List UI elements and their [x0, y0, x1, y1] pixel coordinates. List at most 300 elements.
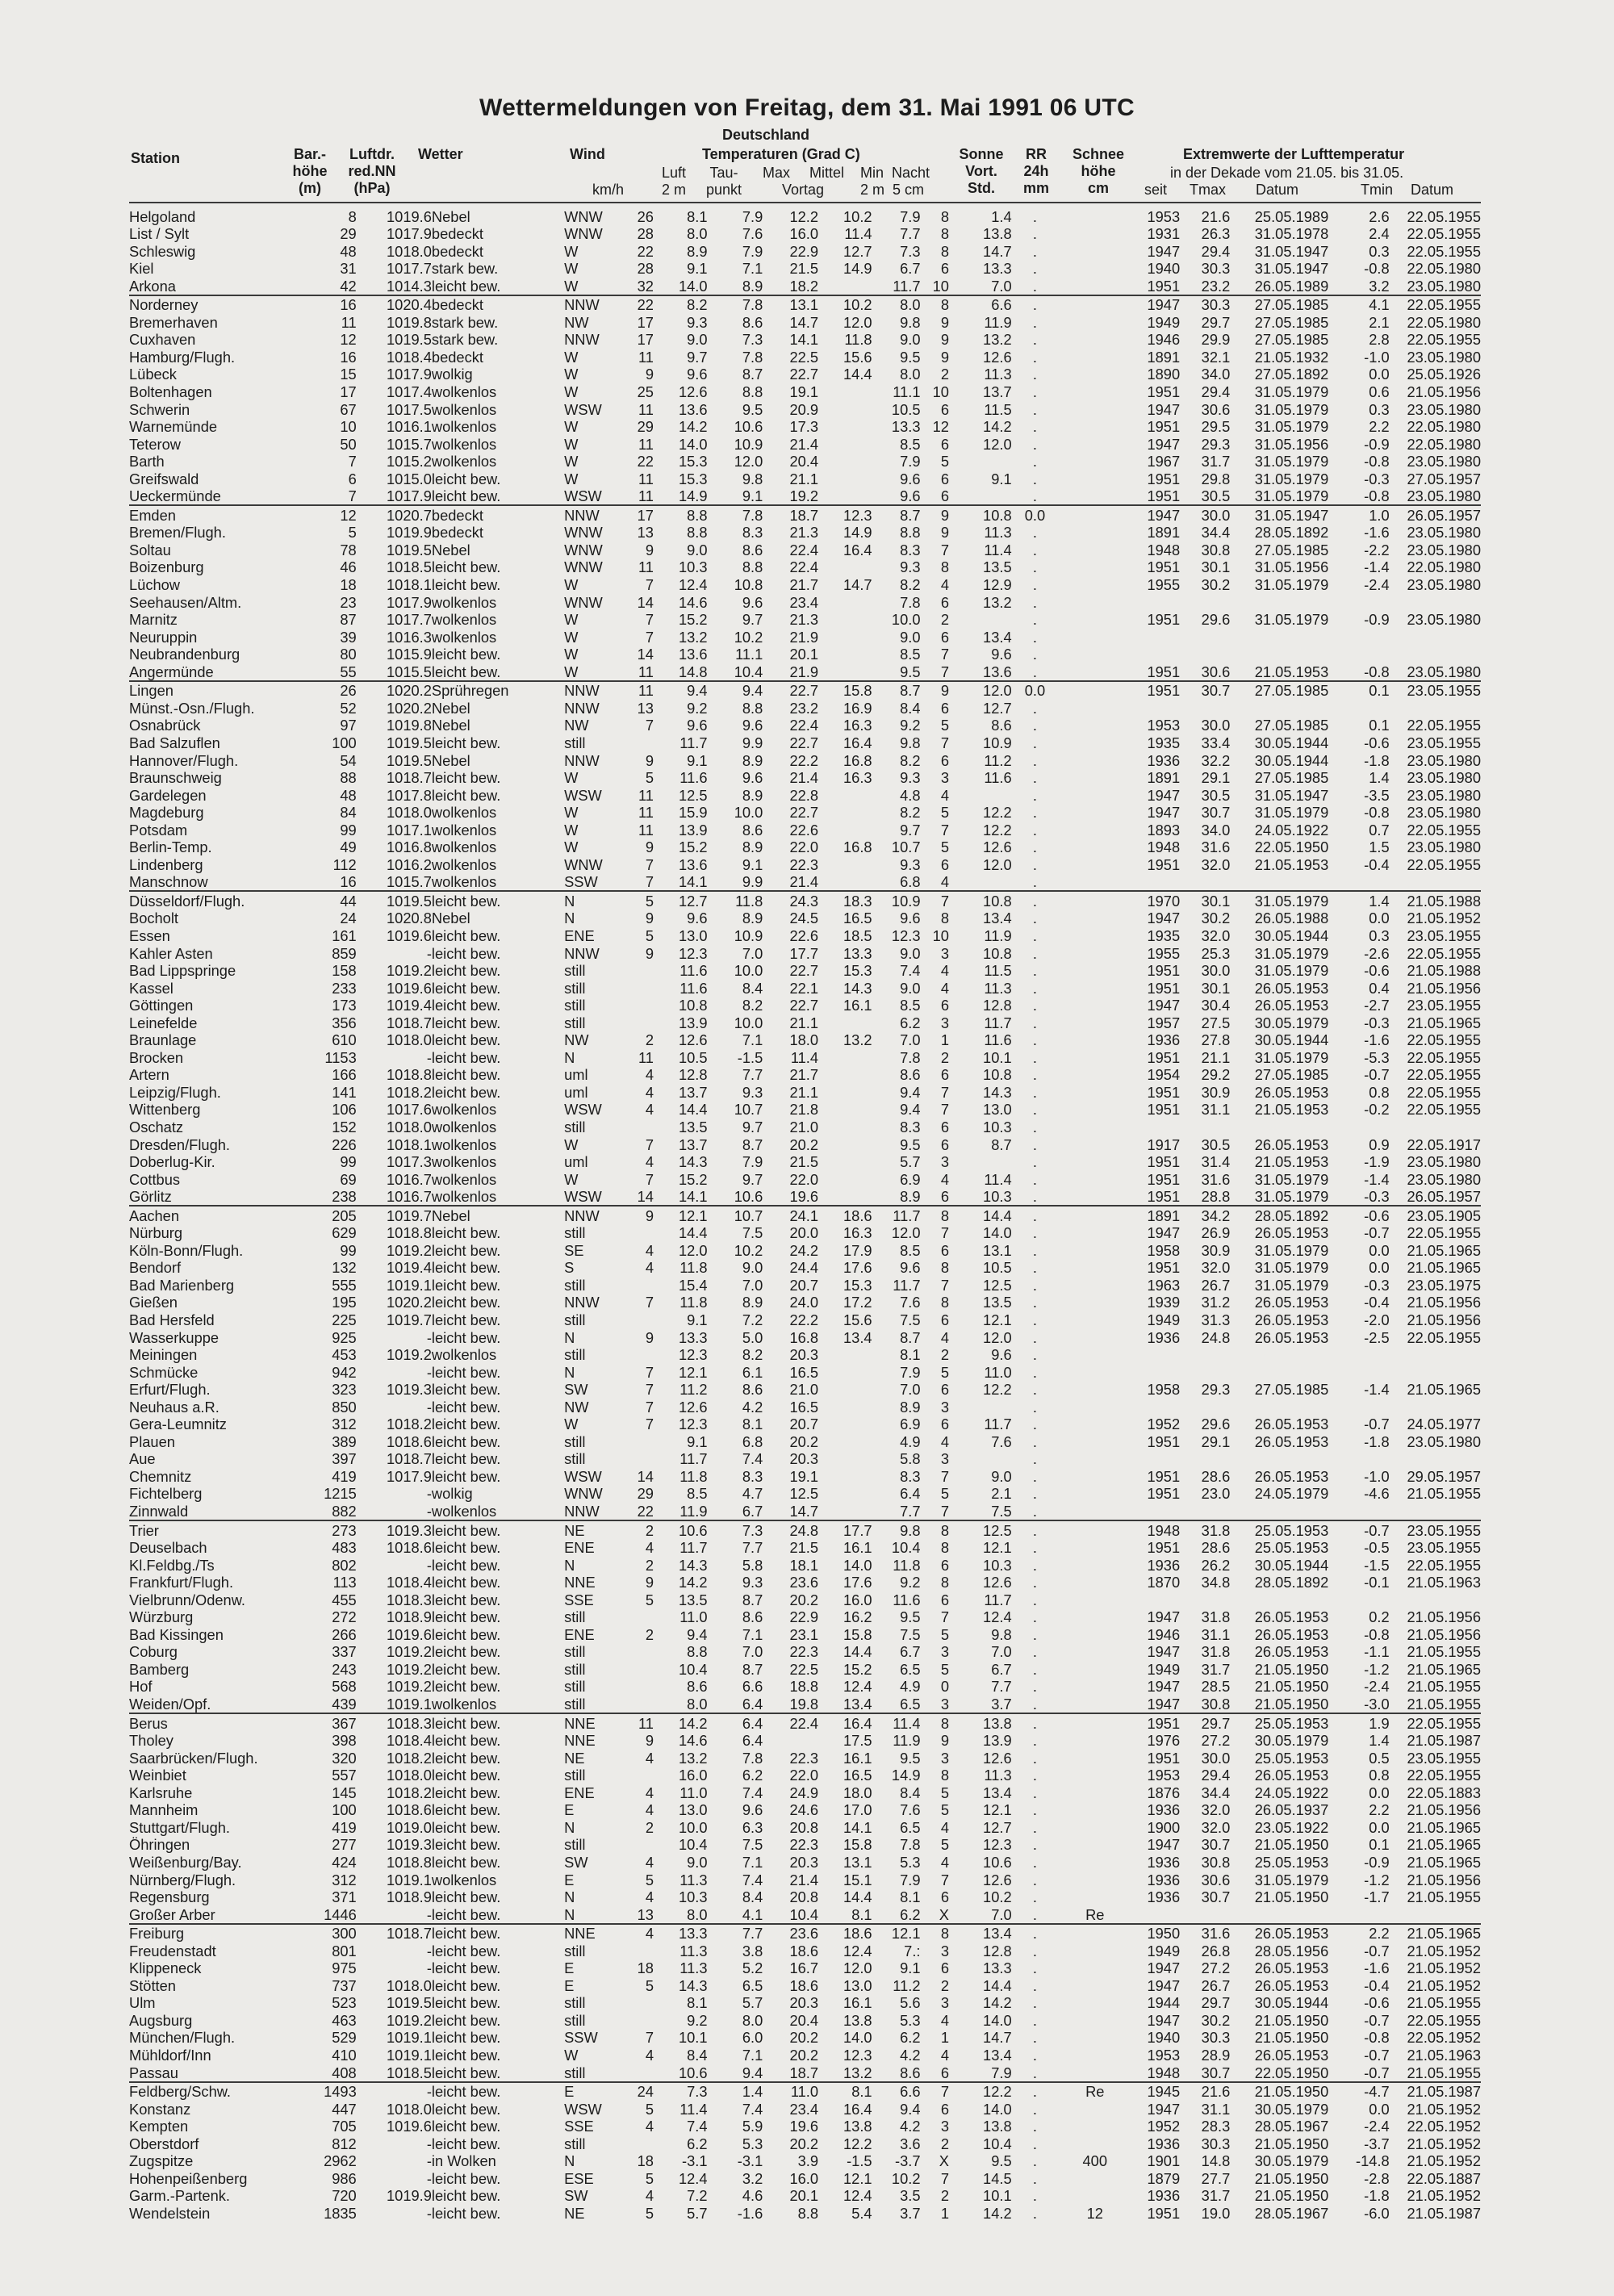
cell-luftdruck: 1017.7 [386, 611, 432, 629]
cell-min: 8.5 [900, 646, 921, 663]
cell-schnee [1058, 1520, 1131, 1539]
cell-schnee [1058, 717, 1131, 734]
cell-sonne: 13.6 [983, 663, 1012, 680]
cell-min: 9.3 [900, 558, 921, 576]
cell-min: 8.8 [900, 524, 921, 542]
cell-max: 22.3 [789, 855, 819, 873]
cell-station: Ueckermünde [129, 487, 221, 505]
cell-luft: 13.2 [678, 628, 708, 646]
cell-tmin-datum: 22.05.1955 [1407, 1328, 1481, 1346]
cell-sonne [949, 1153, 1012, 1171]
cell-nacht: 7 [921, 891, 949, 910]
cell-seit: 1936 [1147, 1556, 1181, 1574]
cell-schnee [1058, 1976, 1131, 1994]
cell-nacht: 4 [940, 786, 949, 804]
cell-tmin: -4.7 [1328, 2082, 1389, 2101]
cell-taupunkt: 8.3 [742, 524, 763, 542]
cell-tmax-datum: 31.05.1979 [1254, 611, 1329, 629]
header-wind: Wind [570, 146, 605, 162]
cell-tmax: 27.8 [1201, 1031, 1231, 1049]
table-row [129, 470, 1481, 487]
cell-nacht: 5 [940, 1660, 949, 1678]
table-row [129, 1416, 1481, 1433]
cell-wind-kmh: 25 [637, 383, 654, 401]
cell-max: 19.8 [789, 1696, 819, 1713]
cell-wind-richtung: N [564, 1328, 575, 1346]
cell-bar-hoehe: 277 [332, 1836, 357, 1854]
cell-wind-richtung: W [564, 242, 579, 260]
cell-tmax [1180, 1346, 1230, 1364]
cell-tmax [1180, 873, 1230, 892]
cell-tmax: 30.2 [1201, 2011, 1231, 2029]
cell-max: 19.1 [789, 1467, 819, 1485]
cell-schnee [1058, 751, 1131, 769]
cell-sonne: 7.7 [991, 1678, 1012, 1696]
cell-nacht: 4 [940, 2011, 949, 2029]
cell-min: 7.7 [900, 1503, 921, 1520]
cell-schnee [1058, 1678, 1131, 1696]
cell-seit: 1951 [1147, 1749, 1181, 1767]
cell-luft: 5.7 [687, 2204, 708, 2222]
cell-luftdruck: 1015.7 [386, 873, 432, 891]
cell-tmin-datum: 21.05.1963 [1407, 1574, 1481, 1591]
cell-nacht: 7 [940, 1276, 949, 1294]
cell-wetter: leicht bew. [431, 2064, 501, 2081]
cell-taupunkt: 9.6 [742, 717, 763, 734]
cell-tmax: 28.6 [1201, 1539, 1231, 1557]
cell-nacht: 6 [940, 2064, 949, 2081]
cell-min: 9.5 [900, 1608, 921, 1626]
cell-wind-kmh: 7 [645, 855, 654, 873]
cell-luft: 13.9 [678, 1014, 708, 1031]
cell-tmax: 31.6 [1180, 1924, 1230, 1943]
cell-wind-richtung: still [564, 1311, 586, 1328]
cell-tmin: 2.2 [1328, 1924, 1389, 1943]
cell-luft: 13.0 [678, 1801, 708, 1819]
cell-tmin-datum [1390, 1502, 1481, 1520]
cell-luftdruck: 1018.0 [386, 1031, 432, 1049]
cell-sonne: 6.7 [991, 1660, 1012, 1678]
cell-seit: 1947 [1147, 1678, 1181, 1696]
cell-schnee [1058, 944, 1131, 962]
cell-min: 7.: [904, 1942, 921, 1959]
cell-tmin-datum: 22.05.1955 [1390, 1713, 1481, 1732]
cell-wind-kmh: 7 [645, 2029, 654, 2047]
cell-max: 16.5 [789, 1363, 819, 1381]
cell-tmin-datum: 23.05.1980 [1407, 1432, 1481, 1450]
cell-tmax-datum: 31.05.1947 [1254, 260, 1329, 278]
cell-wind-richtung: NW [564, 1398, 589, 1416]
cell-rr: . [1032, 646, 1037, 663]
cell-wind-kmh: 9 [645, 751, 654, 769]
cell-sonne: 12.2 [983, 1381, 1012, 1399]
cell-wetter: leicht bew. [431, 1328, 501, 1346]
cell-seit: 1947 [1147, 400, 1181, 418]
cell-min: 10.4 [891, 1539, 921, 1557]
cell-schnee: Re [1085, 1905, 1105, 1923]
cell-taupunkt: 7.0 [742, 1276, 763, 1294]
cell-nacht: 7 [940, 821, 949, 839]
cell-tmin-datum: 21.05.1965 [1390, 1924, 1481, 1943]
cell-taupunkt: 8.8 [742, 383, 763, 401]
cell-tmin: -0.6 [1364, 1994, 1390, 2012]
cell-wind-richtung: SSW [564, 873, 598, 891]
cell-tmin: -1.1 [1364, 1643, 1390, 1661]
cell-tmin-datum: 21.05.1965 [1407, 1381, 1481, 1399]
cell-tmin: -0.3 [1364, 1188, 1390, 1206]
cell-max: 21.3 [789, 611, 819, 629]
cell-mittel: 16.3 [843, 1224, 872, 1242]
cell-schnee [1058, 1224, 1131, 1242]
cell-rr: . [1032, 839, 1037, 856]
cell-wind-richtung: ENE [564, 926, 595, 944]
cell-wetter: wolkenlos [431, 418, 497, 436]
cell-tmin-datum: 23.05.1980 [1407, 524, 1481, 542]
cell-luftdruck: 1020.7 [357, 505, 432, 524]
cell-tmin [1328, 699, 1389, 717]
cell-taupunkt: 9.4 [708, 681, 763, 700]
cell-schnee [1058, 1066, 1131, 1084]
cell-mittel: 11.4 [844, 225, 872, 243]
cell-wind-richtung: still [564, 1346, 586, 1364]
cell-tmax-datum: 31.05.1979 [1254, 1170, 1329, 1188]
cell-tmin: 0.1 [1369, 717, 1390, 734]
cell-tmin: -0.3 [1364, 1276, 1390, 1294]
cell-mittel: 13.0 [843, 1976, 872, 1994]
cell-luft: 8.4 [687, 2046, 708, 2064]
cell-tmin [1328, 1502, 1389, 1520]
cell-seit: 1944 [1147, 1994, 1181, 2012]
cell-luftdruck: 1018.6 [386, 1432, 432, 1450]
cell-schnee [1058, 1363, 1131, 1381]
cell-tmax-datum: 27.05.1892 [1254, 366, 1329, 383]
cell-tmin: -1.4 [1364, 558, 1390, 576]
cell-taupunkt: 8.2 [742, 1346, 763, 1364]
cell-station: Köln-Bonn/Flugh. [129, 1241, 244, 1259]
cell-taupunkt: 9.9 [742, 873, 763, 891]
table-row [129, 1363, 1481, 1381]
cell-wetter: Nebel [431, 207, 470, 225]
cell-bar-hoehe: 100 [332, 1801, 357, 1819]
cell-tmax: 26.7 [1201, 1276, 1231, 1294]
cell-tmin [1328, 646, 1389, 663]
cell-schnee [1058, 1118, 1131, 1135]
cell-luft: 14.1 [678, 1188, 708, 1206]
cell-max: 22.7 [789, 734, 819, 751]
cell-max: 3.9 [797, 2152, 819, 2170]
cell-max: 11.0 [763, 2082, 818, 2101]
cell-wetter: leicht bew. [432, 2082, 564, 2101]
cell-nacht: 6 [940, 628, 949, 646]
cell-rr: . [1032, 910, 1037, 927]
cell-mittel [818, 400, 872, 418]
cell-taupunkt: 10.0 [734, 1014, 763, 1031]
cell-schnee [1058, 2029, 1131, 2047]
cell-tmax: 32.2 [1201, 751, 1231, 769]
cell-nacht: 9 [940, 331, 949, 349]
cell-wind-richtung: NNE [564, 1713, 618, 1732]
table-row [129, 558, 1481, 576]
cell-station: Bad Salzuflen [129, 734, 220, 751]
cell-mittel [818, 628, 872, 646]
cell-nacht: 6 [940, 487, 949, 505]
cell-nacht: 3 [940, 1749, 949, 1767]
cell-tmin-datum: 21.05.1952 [1407, 1959, 1481, 1977]
cell-tmin: 0.8 [1369, 1767, 1390, 1784]
table-row [129, 1888, 1481, 1906]
cell-tmin: -1.9 [1364, 1153, 1390, 1171]
cell-tmin-datum: 21.05.1987 [1407, 1732, 1481, 1750]
cell-bar-hoehe: 419 [332, 1818, 357, 1836]
cell-station: Bad Marienberg [129, 1276, 235, 1294]
cell-tmax: 29.7 [1180, 1713, 1230, 1732]
table-row [129, 1485, 1481, 1503]
cell-min: 7.3 [900, 242, 921, 260]
cell-rr: . [1032, 313, 1037, 331]
cell-station: Wendelstein [129, 2204, 211, 2222]
cell-taupunkt: 6.5 [742, 1976, 763, 1994]
cell-tmin: 0.9 [1369, 1135, 1390, 1153]
cell-taupunkt: 7.7 [708, 1924, 763, 1943]
cell-schnee [1058, 734, 1131, 751]
cell-max: 21.3 [789, 524, 819, 542]
cell-tmax-datum [1230, 1118, 1328, 1135]
cell-tmin-datum [1390, 1363, 1481, 1381]
cell-nacht: 4 [940, 576, 949, 594]
cell-wind-kmh: 26 [637, 207, 654, 225]
cell-sonne: 11.3 [984, 366, 1012, 383]
cell-sonne: 12.5 [949, 1520, 1012, 1539]
cell-mittel [818, 435, 872, 453]
cell-tmin-datum: 27.05.1957 [1407, 470, 1481, 487]
cell-tmin-datum: 23.05.1955 [1407, 926, 1481, 944]
cell-bar-hoehe: 141 [332, 1083, 357, 1101]
cell-station: List / Sylt [129, 225, 190, 243]
table-row [129, 453, 1481, 470]
cell-sonne [949, 873, 1012, 892]
cell-nacht: 6 [940, 1888, 949, 1906]
cell-luft: 8.8 [687, 1643, 708, 1661]
cell-seit: 1963 [1147, 1276, 1181, 1294]
cell-taupunkt: 6.2 [742, 1767, 763, 1784]
cell-luft: 13.2 [678, 1749, 708, 1767]
cell-tmin: -0.4 [1364, 1976, 1390, 1994]
cell-max: 22.7 [789, 962, 819, 980]
cell-taupunkt: 10.4 [734, 663, 763, 680]
cell-mittel: 12.0 [843, 1959, 872, 1977]
cell-wetter: wolkenlos [431, 383, 497, 401]
cell-mittel: 15.3 [843, 962, 872, 980]
cell-tmin: 0.4 [1369, 979, 1390, 997]
cell-tmin-datum: 22.05.1955 [1407, 1101, 1481, 1119]
cell-rr: . [1032, 1503, 1037, 1520]
header-rr: RR 24h mm [1022, 146, 1049, 196]
cell-tmax-datum: 26.05.1953 [1254, 997, 1329, 1014]
cell-nacht: 3 [940, 1153, 949, 1171]
cell-bar-hoehe: 52 [340, 699, 357, 717]
cell-luft: 12.5 [678, 786, 708, 804]
cell-schnee [1058, 2100, 1131, 2118]
cell-station: Nürburg [129, 1224, 183, 1242]
cell-seit: 1948 [1147, 839, 1181, 856]
cell-tmax-datum: 26.05.1953 [1254, 1467, 1329, 1485]
cell-taupunkt: 6.7 [742, 1503, 763, 1520]
cell-nacht: 8 [921, 1713, 949, 1732]
cell-wind-kmh: 17 [637, 313, 654, 331]
cell-wind-richtung: NNW [564, 1206, 618, 1224]
cell-tmax-datum: 26.05.1953 [1254, 1224, 1329, 1242]
cell-luft: 15.4 [678, 1276, 708, 1294]
cell-sonne: 12.6 [983, 1871, 1012, 1888]
cell-bar-hoehe: 54 [340, 751, 357, 769]
cell-tmin-datum: 23.05.1980 [1407, 839, 1481, 856]
cell-rr: . [1032, 1801, 1037, 1819]
cell-tmin-datum: 23.05.1980 [1407, 400, 1481, 418]
cell-wind-richtung: NNW [564, 1294, 600, 1311]
cell-min: 7.5 [900, 1311, 921, 1328]
cell-tmin: -1.8 [1364, 1432, 1390, 1450]
cell-schnee [1058, 295, 1131, 314]
cell-rr: . [1032, 1853, 1037, 1871]
cell-rr: . [1032, 751, 1037, 769]
cell-rr: . [1032, 769, 1037, 787]
header-deutschland: Deutschland [722, 127, 810, 143]
cell-sonne: 11.7 [984, 1416, 1012, 1433]
cell-tmax-datum: 21.05.1950 [1254, 1696, 1329, 1713]
cell-nacht: 8 [921, 1924, 949, 1943]
cell-taupunkt: 8.8 [742, 699, 763, 717]
cell-tmax: 29.1 [1201, 1432, 1231, 1450]
cell-max: 22.0 [789, 839, 819, 856]
cell-luft: 9.0 [687, 1853, 708, 1871]
cell-tmin: -2.8 [1364, 2169, 1390, 2187]
cell-luftdruck: 1019.1 [386, 1696, 432, 1713]
cell-luft: 15.9 [678, 804, 708, 822]
cell-rr: . [1032, 1818, 1037, 1836]
cell-tmax-datum: 31.05.1947 [1254, 786, 1329, 804]
cell-wetter: leicht bew. [431, 1749, 501, 1767]
header-wind-unit: km/h [592, 182, 625, 198]
cell-tmin-datum: 21.05.1965 [1407, 1818, 1481, 1836]
cell-max: 22.4 [763, 1713, 818, 1732]
cell-mittel: 16.4 [843, 541, 872, 558]
cell-tmax: 28.8 [1201, 1188, 1231, 1206]
cell-station: Wittenberg [129, 1101, 201, 1119]
cell-wind-richtung: NNW [564, 751, 600, 769]
cell-bar-hoehe: 97 [340, 717, 357, 734]
cell-tmin-datum: 21.05.1963 [1407, 2046, 1481, 2064]
cell-luftdruck: - [426, 1485, 432, 1503]
table-row [129, 1398, 1481, 1416]
cell-taupunkt: 7.8 [742, 1749, 763, 1767]
cell-station: Lindenberg [129, 855, 203, 873]
cell-wind-kmh [618, 1767, 654, 1784]
cell-mittel [818, 1135, 872, 1153]
cell-tmin: -0.7 [1364, 1416, 1390, 1433]
cell-luftdruck: 1018.9 [386, 1608, 432, 1626]
cell-mittel: 17.6 [843, 1574, 872, 1591]
cell-min: 11.7 [893, 277, 921, 295]
cell-taupunkt: -1.5 [737, 1048, 763, 1066]
cell-wind-kmh: 11 [638, 558, 654, 576]
cell-seit: 1935 [1147, 734, 1181, 751]
cell-bar-hoehe: 882 [332, 1503, 357, 1520]
table-row [129, 1311, 1481, 1328]
cell-luftdruck: 1019.9 [386, 524, 432, 542]
cell-mittel: 15.8 [843, 1625, 872, 1643]
cell-schnee [1058, 1539, 1131, 1557]
cell-schnee [1058, 628, 1131, 646]
cell-nacht: 4 [940, 979, 949, 997]
cell-max: 19.6 [789, 1188, 819, 1206]
cell-max: 21.5 [789, 260, 819, 278]
cell-tmax-datum: 26.05.1953 [1254, 1416, 1329, 1433]
cell-wind-kmh: 13 [637, 1905, 654, 1923]
cell-wind-richtung: still [564, 1942, 586, 1959]
cell-rr: . [1032, 1432, 1037, 1450]
cell-wind-kmh: 13 [637, 699, 654, 717]
cell-taupunkt: 9.3 [742, 1083, 763, 1101]
cell-seit: 1948 [1131, 1520, 1180, 1539]
cell-rr: . [1032, 260, 1037, 278]
table-row [129, 1381, 1481, 1399]
cell-mittel: 13.4 [843, 1696, 872, 1713]
cell-tmax: 19.0 [1201, 2204, 1231, 2222]
cell-luft: 9.7 [687, 348, 708, 366]
cell-wind-richtung: ESE [564, 2169, 594, 2187]
cell-station: Brocken [129, 1048, 184, 1066]
cell-sonne: 9.6 [991, 1346, 1012, 1364]
cell-nacht: 5 [940, 1363, 949, 1381]
cell-wetter: leicht bew. [432, 1924, 564, 1943]
cell-taupunkt: 3.2 [742, 2169, 763, 2187]
cell-tmax: 27.5 [1201, 1014, 1231, 1031]
cell-schnee [1058, 1259, 1131, 1277]
cell-taupunkt: 8.1 [742, 1416, 763, 1433]
cell-sonne: 11.7 [984, 1591, 1012, 1608]
weather-table [129, 207, 1481, 2222]
cell-seit: 1952 [1147, 2118, 1181, 2135]
cell-wetter: wolkenlos [431, 1696, 497, 1713]
cell-tmax: 30.7 [1201, 1836, 1231, 1854]
cell-max: 19.2 [789, 487, 819, 505]
cell-wind-kmh [618, 979, 654, 997]
cell-min: 6.2 [900, 1014, 921, 1031]
cell-station: Regensburg [129, 1888, 210, 1906]
cell-tmin: -2.5 [1364, 1328, 1390, 1346]
cell-luftdruck: - [357, 2082, 432, 2101]
cell-luft: 14.8 [678, 663, 708, 680]
cell-luft: 8.9 [687, 242, 708, 260]
cell-nacht: 10 [932, 383, 949, 401]
cell-tmin-datum: 21.05.1956 [1407, 383, 1481, 401]
cell-mittel: 16.9 [843, 699, 872, 717]
cell-seit: 1935 [1147, 926, 1181, 944]
cell-tmax: 30.0 [1180, 505, 1230, 524]
cell-bar-hoehe: 812 [332, 2135, 357, 2152]
cell-min: 11.6 [893, 1591, 921, 1608]
cell-station: Ulm [129, 1994, 156, 2012]
cell-seit: 1953 [1147, 717, 1181, 734]
cell-bar-hoehe: 419 [332, 1467, 357, 1485]
cell-schnee [1058, 593, 1131, 611]
cell-wind-kmh: 5 [645, 926, 654, 944]
cell-tmin-datum: 21.05.1956 [1407, 1294, 1481, 1311]
cell-station: Oberstdorf [129, 2135, 199, 2152]
cell-tmin: -1.2 [1364, 1871, 1390, 1888]
cell-min: 8.1 [900, 1346, 921, 1364]
cell-mittel: 16.4 [843, 2100, 872, 2118]
